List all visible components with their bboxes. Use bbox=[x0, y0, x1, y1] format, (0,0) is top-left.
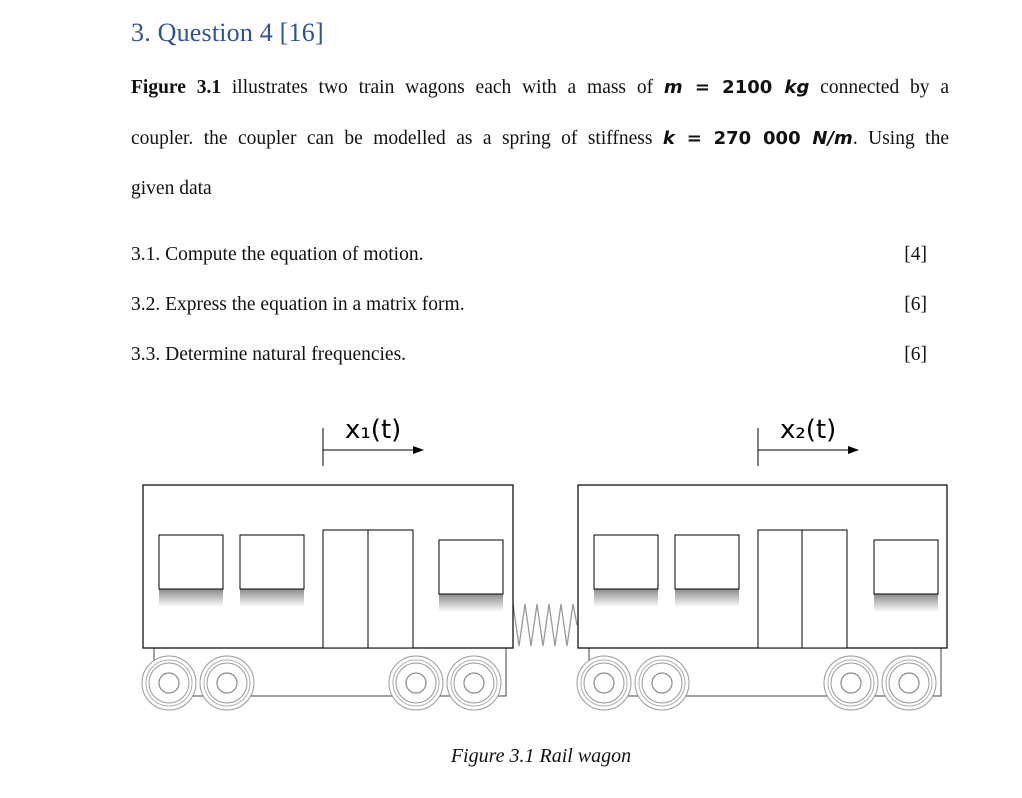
figure-reference: Figure 3.1 bbox=[131, 77, 222, 98]
displacement-arrow-x2 bbox=[758, 415, 859, 466]
question-heading: 3. Question 4 [16] bbox=[131, 18, 324, 47]
x1-label: x₁(t) bbox=[345, 415, 402, 445]
intro-line-2: coupler. the coupler can be modelled as a spring of stiffness k = 270 000 N/m. Using the bbox=[131, 128, 949, 149]
question-marks: [6] bbox=[904, 294, 927, 315]
coupler-spring bbox=[513, 604, 577, 646]
question-marks: [6] bbox=[904, 344, 927, 365]
question-text: 3.1. Compute the equation of motion. bbox=[131, 244, 424, 265]
intro-line-3: given data bbox=[131, 178, 212, 199]
x2-label: x₂(t) bbox=[780, 415, 837, 445]
question-text: 3.3. Determine natural frequencies. bbox=[131, 344, 407, 365]
figure-caption: Figure 3.1 Rail wagon bbox=[450, 745, 632, 767]
question-text: 3.2. Express the equation in a matrix form. bbox=[131, 294, 465, 315]
question-marks: [4] bbox=[904, 244, 927, 265]
wagon-1 bbox=[142, 485, 513, 710]
stiffness-formula: k = 270 000 N/m bbox=[662, 128, 853, 149]
mass-formula: m = 2100 kg bbox=[663, 77, 810, 98]
intro-line-1: Figure 3.1 illustrates two train wagons each with a mass of m = 2100 kg connected by a bbox=[131, 77, 949, 98]
displacement-arrow-x1 bbox=[323, 415, 424, 466]
wagon-2 bbox=[577, 485, 947, 710]
intro-text: illustrates two train wagons each with a mass of bbox=[221, 77, 664, 98]
